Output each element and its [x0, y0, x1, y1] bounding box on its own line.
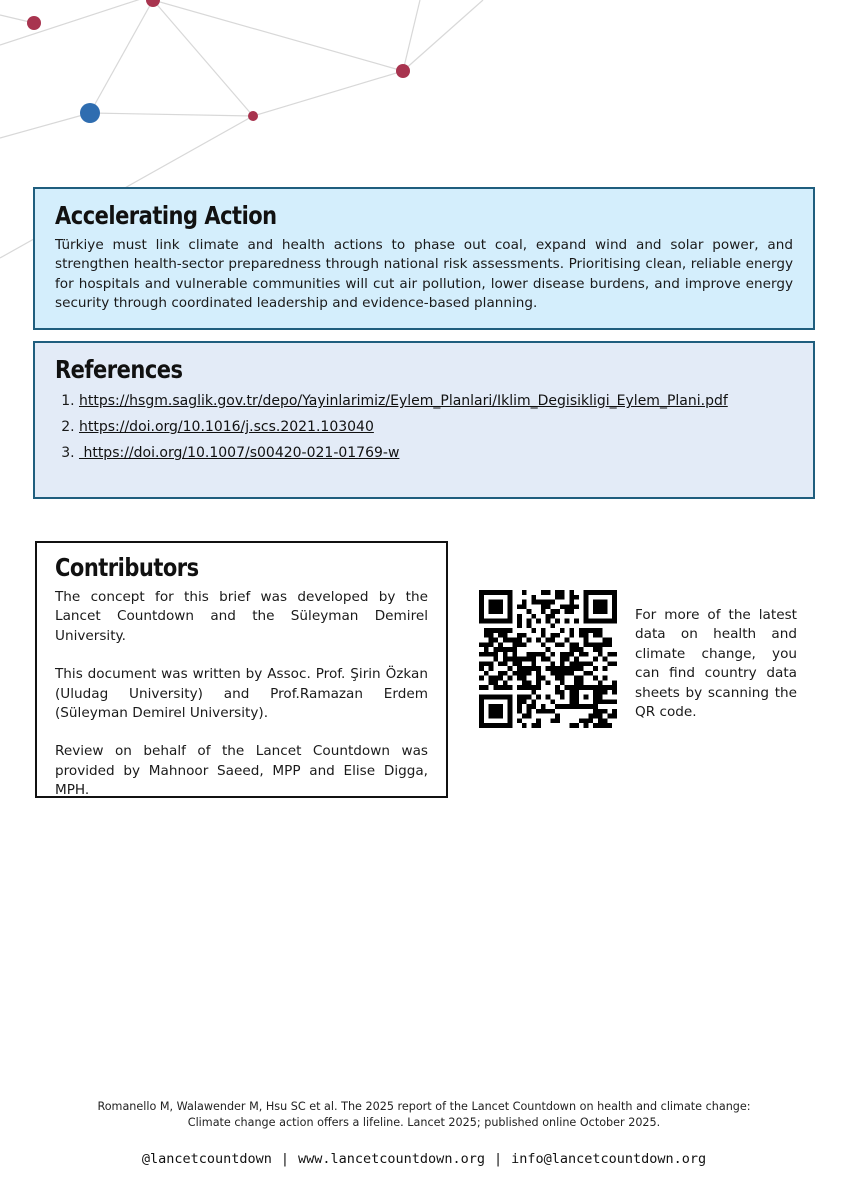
network-node: [248, 111, 258, 121]
contributors-paragraph: The concept for this brief was developed by the Lancet Countdown and the Süleyman Demirel University.: [55, 589, 428, 644]
contributors-paragraph: This document was written by Assoc. Prof. Şirin Özkan (Uludag University) and Prof.Ramazan Erdem (Süleyman Demirel University).: [55, 666, 428, 722]
citation-line: Climate change action offers a lifeline. Lancet 2025; published online October 2025.: [187, 1116, 661, 1129]
qr-caption: For more of the latest data on health and climate change, you can find country data sheets by scanning the QR code.: [635, 607, 797, 721]
footer-separator: |: [280, 1151, 290, 1167]
contributors-paragraph: Review on behalf of the Lancet Countdown was provided by Mahnoor Saeed, MPP and Elise Digga, MPH.: [55, 743, 428, 799]
footer-website[interactable]: www.lancetcountdown.org: [298, 1151, 485, 1167]
reference-item: [79, 444, 793, 462]
network-node: [27, 16, 41, 30]
citation: [60, 1099, 788, 1131]
reference-item: [79, 392, 793, 410]
contributors-box: [35, 541, 448, 798]
reference-link[interactable]: https://doi.org/10.1007/s00420-021-01769-w: [79, 445, 400, 461]
reference-link[interactable]: https://hsgm.saglik.gov.tr/depo/Yayinlarimiz/Eylem_Planlari/Iklim_Degisikligi_Eylem_Plani.pdf: [79, 393, 728, 409]
footer-handle[interactable]: @lancetcountdown: [141, 1151, 272, 1167]
accelerating-action-body: Türkiye must link climate and health actions to phase out coal, expand wind and solar power, and strengthen health-sector preparedness through national risk assessments. Prioritising clean, reliable energy for hospitals and vulnerable communities will cut air pollution, lower disease burdens, and improve energy security through coordinated leadership and evidence-based planning.: [55, 237, 793, 311]
qr-code[interactable]: [479, 590, 617, 728]
network-node: [80, 103, 100, 123]
footer-separator: |: [493, 1151, 503, 1167]
contributors-title: Contributors: [55, 553, 199, 582]
network-node: [396, 64, 410, 78]
citation-line: Romanello M, Walawender M, Hsu SC et al. The 2025 report of the Lancet Countdown on health and climate change:: [97, 1100, 751, 1113]
reference-item: [79, 418, 793, 436]
reference-link[interactable]: https://doi.org/10.1016/j.scs.2021.103040: [79, 419, 374, 435]
references-list: [55, 392, 793, 462]
accelerating-action-title: Accelerating Action: [55, 201, 277, 230]
footer-email[interactable]: info@lancetcountdown.org: [511, 1151, 707, 1167]
references-box: [33, 341, 815, 499]
footer-contacts: [0, 1151, 848, 1167]
references-title: References: [55, 355, 183, 384]
accelerating-action-box: [33, 187, 815, 330]
